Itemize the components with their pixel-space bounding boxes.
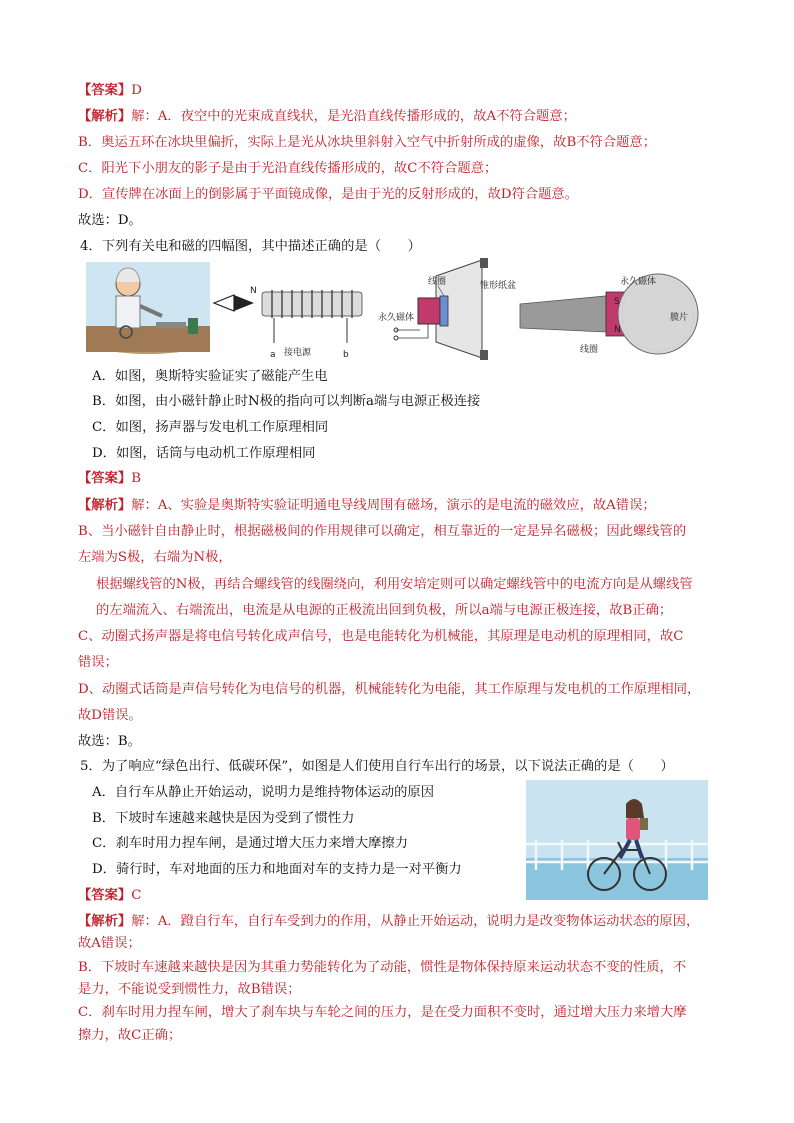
- answer-tag: 【答案】: [78, 83, 132, 98]
- membrane-label: 膜片: [670, 313, 689, 323]
- coil-label: 线圈: [428, 277, 447, 287]
- cyclist-figure: [526, 780, 708, 900]
- explanation-line: 故D错误。: [78, 708, 142, 723]
- question-stem-q5: 5．为了响应“绿色出行、低碳环保”，如图是人们使用自行车出行的场景，以下说法正确的是（ ）: [80, 759, 674, 774]
- answer-tag: 【答案】: [78, 471, 132, 486]
- explanation-line: 擦力，故C正确；: [78, 1028, 182, 1043]
- explanation-line: 根据螺线管的N极，再结合螺线管的线圈绕向，利用安培定则可以确定螺线管中的电流方向是从螺线管: [96, 577, 693, 592]
- compass-needle-tail-icon: [214, 295, 234, 311]
- explanation-line: C．阳光下小朋友的影子是由于光沿直线传播形成的，故C不符合题意；: [78, 161, 498, 176]
- compass-needle-head-icon: [234, 295, 254, 311]
- explanation-line: B．奥运五环在冰块里偏折，实际上是光从冰块里斜射入空气中折射所成的虚像，故B不符合题意；: [78, 135, 657, 150]
- explanation-line: D、动圈式话筒是声信号转化为电信号的机器，机械能转化为电能，其工作原理与发电机的工作原理相同，: [78, 682, 701, 697]
- explanation-text: 解：A、实验是奥斯特实验证明通电导线周围有磁场，演示的是电流的磁效应，故A错误；: [131, 498, 656, 513]
- pole-n-label: N: [614, 325, 621, 335]
- explanation-line: [78, 107, 576, 126]
- question-stem-q4: 4．下列有关电和磁的四幅图，其中描述正确的是（ ）: [80, 239, 421, 254]
- magnet-label: 永久磁体: [378, 313, 415, 323]
- oersted-experiment-figure: [86, 262, 210, 352]
- explanation-line: 故A错误；: [78, 936, 141, 951]
- answer-line-q3: [78, 81, 142, 100]
- microphone-figure: [520, 272, 710, 366]
- answer-line-q5: [78, 886, 141, 905]
- option-b: B．下坡时车速越来越快是因为受到了惯性力: [92, 811, 355, 826]
- explanation-line: [78, 912, 699, 931]
- explanation-line: D．宣传牌在冰面上的倒影属于平面镜成像，是由于光的反射形成的，故D符合题意。: [78, 187, 579, 202]
- terminal-b-label: b: [343, 350, 349, 360]
- cone-label: 锥形纸盆: [480, 281, 517, 291]
- option-a: A．自行车从静止开始运动，说明力是维持物体运动的原因: [92, 785, 435, 800]
- power-label: 接电源: [284, 348, 312, 358]
- answer-tag: 【答案】: [78, 888, 132, 903]
- option-d: D．如图，话筒与电动机工作原理相同: [92, 446, 316, 461]
- option-d: D．骑行时，车对地面的压力和地面对车的支持力是一对平衡力: [92, 862, 462, 877]
- option-c: C．刹车时用力捏车闸，是通过增大压力来增大摩擦力: [92, 836, 409, 851]
- explanation-line: B．下坡时车速越来越快是因为其重力势能转化为了动能，惯性是物体保持原来运动状态不变的性质，不: [78, 960, 687, 975]
- explanation-line: 的左端流入、右端流出，电流是从电源的正极流出回到负极，所以a端与电源正极连接，故B正确；: [96, 603, 673, 618]
- explanation-text: 解：A．夜空中的光束成直线状，是光沿直线传播形成的，故A不符合题意；: [131, 109, 576, 124]
- explanation-tag: 【解析】: [78, 109, 132, 124]
- explanation-line: B、当小磁针自由静止时，根据磁极间的作用规律可以确定，相互靠近的一定是异名磁极；因此螺线管的: [78, 524, 687, 539]
- option-c: C．如图，扬声器与发电机工作原理相同: [92, 420, 329, 435]
- answer-line-q4: [78, 469, 141, 488]
- explanation-line: 是力，不能说受到惯性力，故B错误；: [78, 982, 301, 997]
- explanation-tag: 【解析】: [78, 498, 132, 513]
- option-b: B．如图，由小磁针静止时N极的指向可以判断a端与电源正极连接: [92, 394, 481, 409]
- coil-label-2: 线圈: [580, 345, 599, 355]
- pole-s-label: S: [614, 297, 620, 307]
- solenoid-figure: [212, 283, 362, 363]
- magnet-label-2: 永久磁体: [620, 277, 657, 287]
- answer-value: B: [131, 471, 141, 486]
- selection-line: 故选：B。: [78, 734, 141, 749]
- terminal-a-label: a: [270, 350, 276, 360]
- loudspeaker-figure: [376, 258, 517, 364]
- selection-line: 故选：D。: [78, 213, 142, 228]
- explanation-text: 解：A．蹬自行车，自行车受到力的作用，从静止开始运动，说明力是改变物体运动状态的原因，: [131, 914, 700, 929]
- explanation-line: 错误；: [78, 655, 118, 670]
- answer-value: C: [131, 888, 142, 903]
- explanation-line: [78, 496, 656, 515]
- needle-n-label: N: [250, 286, 257, 296]
- explanation-tag: 【解析】: [78, 914, 132, 929]
- answer-value: D: [131, 83, 142, 98]
- explanation-line: C．刹车时用力捏车闸，增大了刹车块与车轮之间的压力，是在受力面积不变时，通过增大压力来增大摩: [78, 1005, 687, 1020]
- explanation-line: 左端为S极，右端为N极，: [78, 550, 232, 565]
- explanation-line: C、动圈式扬声器是将电信号转化成声信号，也是电能转化为机械能，其原理是电动机的原理相同，故C: [78, 629, 684, 644]
- option-a: A．如图，奥斯特实验证实了磁能产生电: [92, 369, 328, 384]
